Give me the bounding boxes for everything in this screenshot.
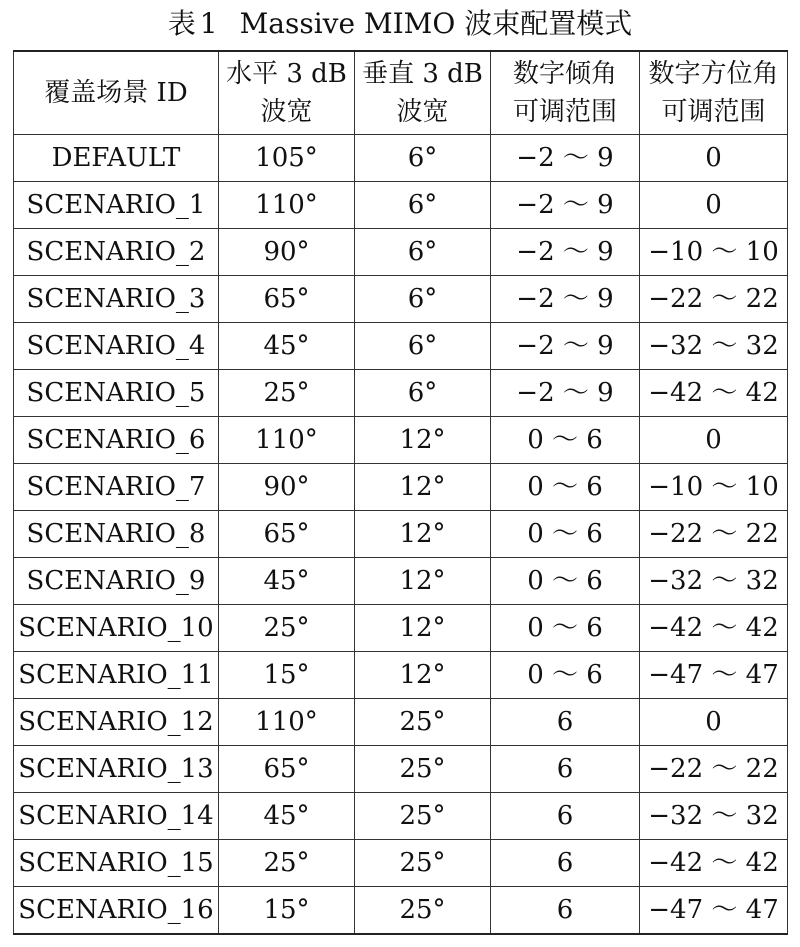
cell-vertical-beamwidth: 6°	[355, 229, 491, 276]
cell-digital-azimuth-range: −32 ～ 32	[640, 793, 788, 840]
cell-scenario-id: SCENARIO_9	[14, 558, 219, 605]
table-row	[14, 370, 788, 417]
cell-horizontal-beamwidth: 45°	[219, 323, 355, 370]
cell-digital-azimuth-range: −10 ～ 10	[640, 464, 788, 511]
cell-digital-tilt-range: 6	[491, 746, 640, 793]
cell-horizontal-beamwidth: 90°	[219, 229, 355, 276]
cell-vertical-beamwidth: 25°	[355, 887, 491, 935]
table-row	[14, 558, 788, 605]
cell-horizontal-beamwidth: 110°	[219, 182, 355, 229]
header-row	[14, 51, 788, 135]
cell-vertical-beamwidth: 12°	[355, 652, 491, 699]
cell-scenario-id: SCENARIO_15	[14, 840, 219, 887]
cell-scenario-id: SCENARIO_8	[14, 511, 219, 558]
cell-scenario-id: SCENARIO_2	[14, 229, 219, 276]
cell-vertical-beamwidth: 25°	[355, 840, 491, 887]
table-row	[14, 746, 788, 793]
cell-digital-tilt-range: −2 ～ 9	[491, 323, 640, 370]
cell-scenario-id: SCENARIO_11	[14, 652, 219, 699]
cell-scenario-id: SCENARIO_6	[14, 417, 219, 464]
cell-horizontal-beamwidth: 110°	[219, 417, 355, 464]
header-digital-tilt-range: 数字倾角 可调范围	[491, 51, 640, 135]
cell-horizontal-beamwidth: 45°	[219, 558, 355, 605]
cell-digital-azimuth-range: −22 ～ 22	[640, 276, 788, 323]
cell-digital-tilt-range: −2 ～ 9	[491, 135, 640, 182]
cell-digital-tilt-range: 0 ～ 6	[491, 652, 640, 699]
cell-vertical-beamwidth: 6°	[355, 276, 491, 323]
cell-digital-tilt-range: 0 ～ 6	[491, 464, 640, 511]
table-caption	[0, 4, 800, 44]
cell-scenario-id: SCENARIO_13	[14, 746, 219, 793]
cell-digital-tilt-range: 6	[491, 793, 640, 840]
cell-horizontal-beamwidth: 45°	[219, 793, 355, 840]
cell-scenario-id: SCENARIO_16	[14, 887, 219, 935]
table-header	[14, 51, 788, 135]
cell-digital-tilt-range: 0 ～ 6	[491, 558, 640, 605]
cell-scenario-id: SCENARIO_10	[14, 605, 219, 652]
cell-digital-azimuth-range: −32 ～ 32	[640, 558, 788, 605]
cell-vertical-beamwidth: 6°	[355, 135, 491, 182]
cell-scenario-id: DEFAULT	[14, 135, 219, 182]
table-row	[14, 652, 788, 699]
table-row	[14, 464, 788, 511]
table-row	[14, 417, 788, 464]
cell-horizontal-beamwidth: 105°	[219, 135, 355, 182]
cell-vertical-beamwidth: 6°	[355, 323, 491, 370]
table-body	[14, 135, 788, 935]
table-row	[14, 887, 788, 935]
caption-label: 表	[167, 7, 196, 40]
table-row	[14, 699, 788, 746]
cell-scenario-id: SCENARIO_4	[14, 323, 219, 370]
cell-horizontal-beamwidth: 15°	[219, 887, 355, 935]
cell-scenario-id: SCENARIO_7	[14, 464, 219, 511]
cell-vertical-beamwidth: 6°	[355, 182, 491, 229]
cell-vertical-beamwidth: 12°	[355, 417, 491, 464]
cell-scenario-id: SCENARIO_12	[14, 699, 219, 746]
cell-digital-azimuth-range: −22 ～ 22	[640, 746, 788, 793]
table-row	[14, 276, 788, 323]
cell-digital-azimuth-range: 0	[640, 699, 788, 746]
header-digital-azimuth-range: 数字方位角 可调范围	[640, 51, 788, 135]
header-horizontal-beamwidth: 水平 3 dB 波宽	[219, 51, 355, 135]
cell-horizontal-beamwidth: 25°	[219, 605, 355, 652]
cell-digital-azimuth-range: −47 ～ 47	[640, 652, 788, 699]
cell-vertical-beamwidth: 25°	[355, 746, 491, 793]
cell-vertical-beamwidth: 12°	[355, 464, 491, 511]
cell-digital-tilt-range: −2 ～ 9	[491, 370, 640, 417]
cell-vertical-beamwidth: 25°	[355, 793, 491, 840]
cell-horizontal-beamwidth: 65°	[219, 276, 355, 323]
cell-horizontal-beamwidth: 65°	[219, 511, 355, 558]
cell-vertical-beamwidth: 12°	[355, 511, 491, 558]
table-row	[14, 840, 788, 887]
header-scenario-id: 覆盖场景 ID	[14, 51, 219, 135]
cell-digital-azimuth-range: −47 ～ 47	[640, 887, 788, 935]
table-row	[14, 182, 788, 229]
cell-horizontal-beamwidth: 65°	[219, 746, 355, 793]
cell-horizontal-beamwidth: 110°	[219, 699, 355, 746]
table-row	[14, 511, 788, 558]
cell-scenario-id: SCENARIO_3	[14, 276, 219, 323]
header-vertical-beamwidth: 垂直 3 dB 波宽	[355, 51, 491, 135]
cell-scenario-id: SCENARIO_5	[14, 370, 219, 417]
cell-digital-tilt-range: −2 ～ 9	[491, 276, 640, 323]
cell-digital-tilt-range: 0 ～ 6	[491, 605, 640, 652]
cell-vertical-beamwidth: 12°	[355, 558, 491, 605]
cell-vertical-beamwidth: 6°	[355, 370, 491, 417]
cell-digital-azimuth-range: 0	[640, 417, 788, 464]
cell-digital-tilt-range: 6	[491, 699, 640, 746]
cell-digital-azimuth-range: −10 ～ 10	[640, 229, 788, 276]
cell-scenario-id: SCENARIO_1	[14, 182, 219, 229]
cell-digital-azimuth-range: −42 ～ 42	[640, 605, 788, 652]
cell-digital-azimuth-range: −32 ～ 32	[640, 323, 788, 370]
cell-digital-azimuth-range: 0	[640, 182, 788, 229]
cell-digital-tilt-range: −2 ～ 9	[491, 182, 640, 229]
cell-vertical-beamwidth: 12°	[355, 605, 491, 652]
table-row	[14, 229, 788, 276]
beam-config-table	[13, 50, 788, 935]
caption-title: Massive MIMO 波束配置模式	[239, 7, 633, 40]
cell-digital-tilt-range: −2 ～ 9	[491, 229, 640, 276]
cell-horizontal-beamwidth: 25°	[219, 840, 355, 887]
cell-horizontal-beamwidth: 25°	[219, 370, 355, 417]
cell-scenario-id: SCENARIO_14	[14, 793, 219, 840]
cell-digital-tilt-range: 6	[491, 840, 640, 887]
table-row	[14, 605, 788, 652]
cell-digital-tilt-range: 0 ～ 6	[491, 417, 640, 464]
caption-number: 1	[199, 7, 218, 40]
cell-digital-azimuth-range: 0	[640, 135, 788, 182]
cell-horizontal-beamwidth: 90°	[219, 464, 355, 511]
table-row	[14, 135, 788, 182]
table-row	[14, 793, 788, 840]
cell-digital-azimuth-range: −22 ～ 22	[640, 511, 788, 558]
table-row	[14, 323, 788, 370]
cell-digital-azimuth-range: −42 ～ 42	[640, 840, 788, 887]
cell-horizontal-beamwidth: 15°	[219, 652, 355, 699]
cell-digital-tilt-range: 6	[491, 887, 640, 935]
cell-digital-tilt-range: 0 ～ 6	[491, 511, 640, 558]
cell-vertical-beamwidth: 25°	[355, 699, 491, 746]
cell-digital-azimuth-range: −42 ～ 42	[640, 370, 788, 417]
